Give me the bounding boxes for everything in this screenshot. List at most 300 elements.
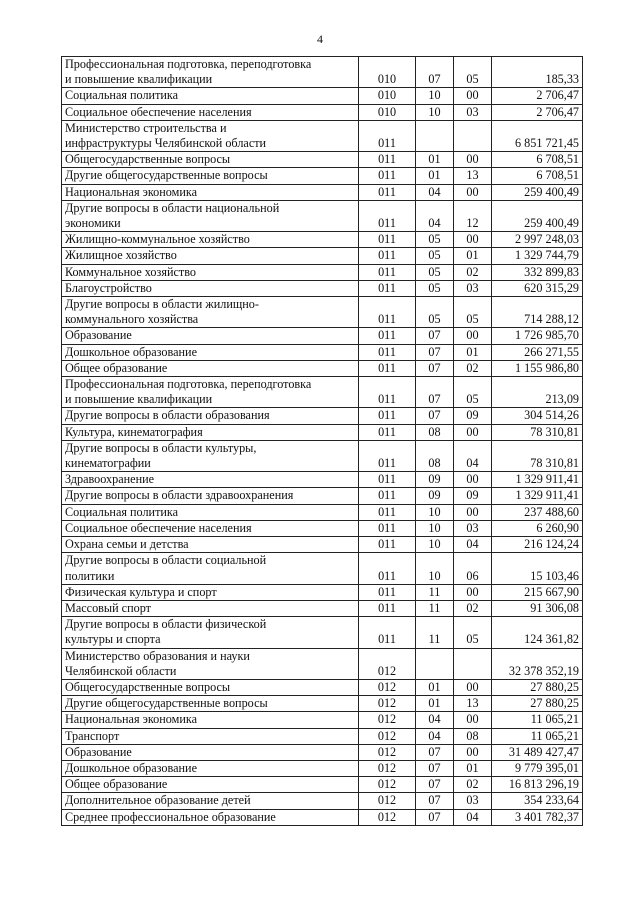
row-name-text: Социальное обеспечение населения <box>65 104 252 119</box>
row-code <box>359 280 416 296</box>
row-code-text: 012 <box>377 663 397 678</box>
row-subsection <box>454 537 492 553</box>
row-section <box>416 488 454 504</box>
row-amount <box>492 777 583 793</box>
row-subsection <box>454 57 492 88</box>
row-amount-text: 216 124,24 <box>524 537 579 552</box>
row-code-text: 011 <box>378 280 396 295</box>
row-code-text: 012 <box>377 696 397 711</box>
row-amount <box>492 584 583 600</box>
row-code <box>359 728 416 744</box>
row-amount-text: 354 233,64 <box>524 793 579 808</box>
row-name-text: Коммунальное хозяйство <box>65 264 196 279</box>
table-row <box>62 488 583 504</box>
row-subsection-text: 03 <box>466 104 479 119</box>
row-code <box>359 377 416 408</box>
row-subsection <box>454 280 492 296</box>
row-code-text: 011 <box>378 632 396 647</box>
row-code <box>359 264 416 280</box>
row-name <box>62 408 359 424</box>
row-code <box>359 184 416 200</box>
row-amount <box>492 679 583 695</box>
row-section-text: 05 <box>428 232 441 247</box>
row-section <box>416 120 454 151</box>
row-name-text: Национальная экономика <box>65 712 198 727</box>
row-name <box>62 152 359 168</box>
row-section <box>416 793 454 809</box>
row-section <box>416 104 454 120</box>
table-row <box>62 648 583 679</box>
row-section <box>416 600 454 616</box>
row-amount <box>492 360 583 376</box>
row-amount-text: 266 271,55 <box>524 344 579 359</box>
row-name-text: Другие вопросы в области здравоохранения <box>65 488 294 503</box>
row-section <box>416 264 454 280</box>
row-code <box>359 200 416 231</box>
row-name <box>62 184 359 200</box>
row-section <box>416 408 454 424</box>
row-subsection-text: 02 <box>466 360 479 375</box>
row-code <box>359 88 416 104</box>
row-code <box>359 553 416 584</box>
row-amount-text: 185,33 <box>545 72 579 87</box>
row-subsection <box>454 297 492 328</box>
row-subsection-text: 00 <box>466 424 479 439</box>
table-row <box>62 200 583 231</box>
row-name-text: Дошкольное образование <box>65 344 197 359</box>
row-section-text: 04 <box>428 184 441 199</box>
budget-table <box>61 56 583 826</box>
row-name <box>62 728 359 744</box>
row-code-text: 012 <box>377 744 397 759</box>
row-section-text: 07 <box>428 360 441 375</box>
table-row <box>62 617 583 648</box>
row-name-text: Другие вопросы в области образования <box>65 408 270 423</box>
row-amount-text: 3 401 782,37 <box>515 809 579 824</box>
row-amount <box>492 120 583 151</box>
row-code-text: 011 <box>378 264 396 279</box>
row-code-text: 011 <box>378 152 396 167</box>
row-section <box>416 728 454 744</box>
row-subsection-text: 03 <box>466 280 479 295</box>
row-section <box>416 777 454 793</box>
row-amount-text: 15 103,46 <box>530 568 579 583</box>
row-subsection-text: 05 <box>466 392 479 407</box>
row-name <box>62 232 359 248</box>
row-amount-text: 620 315,29 <box>524 280 579 295</box>
row-code <box>359 809 416 825</box>
row-name <box>62 328 359 344</box>
row-name <box>62 168 359 184</box>
row-section-text: 07 <box>428 72 441 87</box>
row-name <box>62 712 359 728</box>
row-subsection <box>454 424 492 440</box>
row-code-text: 011 <box>378 328 396 343</box>
row-name <box>62 200 359 231</box>
row-subsection <box>454 488 492 504</box>
row-section <box>416 377 454 408</box>
table-row <box>62 520 583 536</box>
row-amount <box>492 184 583 200</box>
row-section <box>416 88 454 104</box>
row-name-text: Другие вопросы в области жилищно- коммунального хозяйства <box>65 297 259 327</box>
row-amount <box>492 328 583 344</box>
row-code <box>359 696 416 712</box>
row-amount-text: 1 155 986,80 <box>515 360 579 375</box>
row-amount <box>492 472 583 488</box>
table-row <box>62 809 583 825</box>
row-subsection <box>454 744 492 760</box>
row-code <box>359 360 416 376</box>
row-amount <box>492 600 583 616</box>
row-section <box>416 553 454 584</box>
row-amount <box>492 744 583 760</box>
row-code <box>359 424 416 440</box>
row-subsection-text: 04 <box>466 456 479 471</box>
table-row <box>62 408 583 424</box>
row-subsection <box>454 377 492 408</box>
row-code <box>359 777 416 793</box>
row-name-text: Национальная экономика <box>65 184 198 199</box>
row-code <box>359 584 416 600</box>
row-section <box>416 472 454 488</box>
row-amount <box>492 168 583 184</box>
row-subsection <box>454 809 492 825</box>
row-amount-text: 2 997 248,03 <box>515 232 579 247</box>
row-code <box>359 488 416 504</box>
table-row <box>62 168 583 184</box>
row-name-text: Жилищно-коммунальное хозяйство <box>65 232 250 247</box>
row-section <box>416 504 454 520</box>
row-code <box>359 120 416 151</box>
row-section <box>416 360 454 376</box>
row-code-text: 012 <box>377 679 397 694</box>
row-subsection <box>454 679 492 695</box>
row-subsection-text: 00 <box>466 679 479 694</box>
row-subsection <box>454 793 492 809</box>
row-code <box>359 537 416 553</box>
row-name <box>62 280 359 296</box>
row-subsection <box>454 600 492 616</box>
row-code <box>359 328 416 344</box>
table-row <box>62 424 583 440</box>
row-name-text: Другие вопросы в области социальной политики <box>65 553 267 583</box>
row-amount-text: 714 288,12 <box>524 312 579 327</box>
row-code <box>359 57 416 88</box>
row-section-text: 01 <box>428 696 441 711</box>
row-code-text: 011 <box>378 568 396 583</box>
row-name-text: Дошкольное образование <box>65 760 197 775</box>
row-section <box>416 584 454 600</box>
table-row <box>62 57 583 88</box>
row-name-text: Другие общегосударственные вопросы <box>65 168 268 183</box>
row-code-text: 011 <box>378 424 396 439</box>
row-section <box>416 617 454 648</box>
row-section-text: 04 <box>428 728 441 743</box>
row-amount-text: 91 306,08 <box>530 600 579 615</box>
row-code-text: 011 <box>378 584 396 599</box>
row-amount <box>492 88 583 104</box>
row-name-text: Физическая культура и спорт <box>65 584 217 599</box>
row-amount-text: 27 880,25 <box>530 679 579 694</box>
row-amount-text: 27 880,25 <box>530 696 579 711</box>
table-row <box>62 679 583 695</box>
row-subsection <box>454 184 492 200</box>
row-code <box>359 600 416 616</box>
row-section <box>416 520 454 536</box>
table-row <box>62 264 583 280</box>
row-code-text: 011 <box>378 520 396 535</box>
table-row <box>62 504 583 520</box>
row-subsection-text: 05 <box>466 72 479 87</box>
row-subsection <box>454 120 492 151</box>
row-name <box>62 537 359 553</box>
row-name <box>62 584 359 600</box>
row-subsection <box>454 408 492 424</box>
row-amount-text: 32 378 352,19 <box>508 663 579 678</box>
table-row <box>62 248 583 264</box>
row-amount <box>492 440 583 471</box>
row-subsection <box>454 88 492 104</box>
row-section <box>416 152 454 168</box>
row-section-text: 01 <box>428 152 441 167</box>
row-subsection-text: 04 <box>466 537 479 552</box>
row-section <box>416 712 454 728</box>
row-name-text: Благоустройство <box>65 280 152 295</box>
row-section-text: 10 <box>428 520 441 535</box>
row-code-text: 012 <box>377 728 397 743</box>
row-amount <box>492 696 583 712</box>
row-amount-text: 16 813 296,19 <box>508 777 579 792</box>
row-code <box>359 712 416 728</box>
budget-table-body <box>62 57 583 826</box>
row-name-text: Среднее профессиональное образование <box>65 809 276 824</box>
row-section-text: 04 <box>428 712 441 727</box>
row-subsection-text: 12 <box>466 216 479 231</box>
row-subsection-text: 03 <box>466 793 479 808</box>
row-amount-text: 215 667,90 <box>524 584 579 599</box>
row-name-text: Министерство строительства и инфраструктуры Челябинской области <box>65 120 267 151</box>
row-name <box>62 57 359 88</box>
row-code <box>359 104 416 120</box>
row-code-text: 011 <box>378 168 396 183</box>
row-subsection <box>454 520 492 536</box>
row-name <box>62 472 359 488</box>
row-amount <box>492 104 583 120</box>
row-subsection <box>454 648 492 679</box>
row-section-text: 09 <box>428 472 441 487</box>
row-name-text: Охрана семьи и детства <box>65 537 189 552</box>
row-section <box>416 537 454 553</box>
row-name <box>62 88 359 104</box>
row-section <box>416 744 454 760</box>
row-subsection-text: 00 <box>466 744 479 759</box>
row-code <box>359 248 416 264</box>
table-row <box>62 88 583 104</box>
row-amount-text: 6 260,90 <box>536 520 579 535</box>
row-code <box>359 520 416 536</box>
row-subsection-text: 04 <box>466 809 479 824</box>
row-name-text: Другие вопросы в области национальной экономики <box>65 200 280 231</box>
row-subsection-text: 13 <box>466 696 479 711</box>
row-subsection-text: 01 <box>466 344 479 359</box>
row-subsection <box>454 696 492 712</box>
row-name-text: Здравоохранение <box>65 472 155 487</box>
row-subsection <box>454 264 492 280</box>
row-code <box>359 297 416 328</box>
row-name-text: Образование <box>65 328 132 343</box>
row-section-text: 10 <box>428 104 441 119</box>
row-amount <box>492 712 583 728</box>
row-amount-text: 78 310,81 <box>530 456 579 471</box>
row-subsection <box>454 232 492 248</box>
row-section <box>416 440 454 471</box>
row-name <box>62 760 359 776</box>
row-name <box>62 504 359 520</box>
table-row <box>62 600 583 616</box>
row-code-text: 010 <box>377 72 397 87</box>
row-section <box>416 232 454 248</box>
row-subsection <box>454 248 492 264</box>
row-subsection-text: 02 <box>466 777 479 792</box>
row-name <box>62 648 359 679</box>
row-amount <box>492 504 583 520</box>
row-subsection <box>454 553 492 584</box>
table-row <box>62 440 583 471</box>
row-code-text: 012 <box>377 777 397 792</box>
row-subsection <box>454 728 492 744</box>
table-row <box>62 328 583 344</box>
row-subsection-text: 13 <box>466 168 479 183</box>
row-section-text: 01 <box>428 679 441 694</box>
table-row <box>62 744 583 760</box>
row-name <box>62 424 359 440</box>
row-name-text: Социальная политика <box>65 88 179 103</box>
row-subsection-text: 09 <box>466 488 479 503</box>
row-code-text: 011 <box>378 360 396 375</box>
row-amount-text: 2 706,47 <box>536 104 579 119</box>
row-section-text: 11 <box>428 632 441 647</box>
table-row <box>62 184 583 200</box>
row-subsection-text: 00 <box>466 712 479 727</box>
row-amount <box>492 424 583 440</box>
row-code-text: 011 <box>378 488 396 503</box>
row-name <box>62 104 359 120</box>
row-subsection <box>454 360 492 376</box>
row-section <box>416 168 454 184</box>
row-amount <box>492 232 583 248</box>
row-name-text: Транспорт <box>65 728 120 743</box>
row-name-text: Социальная политика <box>65 504 179 519</box>
row-subsection-text: 00 <box>466 88 479 103</box>
row-subsection <box>454 504 492 520</box>
row-subsection <box>454 472 492 488</box>
row-subsection-text: 00 <box>466 472 479 487</box>
row-subsection-text: 02 <box>466 264 479 279</box>
table-row <box>62 104 583 120</box>
row-code-text: 011 <box>378 456 396 471</box>
row-amount <box>492 553 583 584</box>
row-section <box>416 328 454 344</box>
row-subsection-text: 09 <box>466 408 479 423</box>
row-code-text: 011 <box>378 600 396 615</box>
row-section-text: 07 <box>428 744 441 759</box>
row-section <box>416 344 454 360</box>
row-name <box>62 809 359 825</box>
table-row <box>62 152 583 168</box>
row-name <box>62 344 359 360</box>
row-code <box>359 617 416 648</box>
row-code-text: 012 <box>377 793 397 808</box>
row-amount <box>492 408 583 424</box>
table-row <box>62 777 583 793</box>
row-subsection-text: 01 <box>466 760 479 775</box>
row-amount-text: 304 514,26 <box>524 408 579 423</box>
row-name <box>62 264 359 280</box>
row-code <box>359 408 416 424</box>
row-amount-text: 1 726 985,70 <box>515 328 579 343</box>
row-section-text: 07 <box>428 809 441 824</box>
row-name-text: Профессиональная подготовка, переподготовка и повышение квалификации <box>65 377 312 407</box>
row-code <box>359 760 416 776</box>
row-section-text: 10 <box>428 504 441 519</box>
row-section-text: 07 <box>428 793 441 808</box>
row-amount <box>492 152 583 168</box>
row-subsection <box>454 344 492 360</box>
row-name <box>62 617 359 648</box>
row-subsection-text: 03 <box>466 520 479 535</box>
row-name <box>62 488 359 504</box>
row-subsection-text: 08 <box>466 728 479 743</box>
table-row <box>62 232 583 248</box>
table-row <box>62 377 583 408</box>
table-row <box>62 120 583 151</box>
row-code-text: 011 <box>378 472 396 487</box>
row-name <box>62 248 359 264</box>
row-section-text: 11 <box>428 584 441 599</box>
row-section-text: 01 <box>428 168 441 183</box>
row-name-text: Массовый спорт <box>65 600 151 615</box>
row-section-text: 05 <box>428 264 441 279</box>
row-name <box>62 360 359 376</box>
row-section-text: 07 <box>428 777 441 792</box>
row-name-text: Жилищное хозяйство <box>65 248 177 263</box>
row-code <box>359 232 416 248</box>
row-name <box>62 679 359 695</box>
row-section-text: 07 <box>428 392 441 407</box>
row-subsection-text: 00 <box>466 184 479 199</box>
row-name <box>62 793 359 809</box>
row-name <box>62 120 359 151</box>
row-section-text: 05 <box>428 280 441 295</box>
row-amount <box>492 200 583 231</box>
row-amount <box>492 760 583 776</box>
row-subsection-text: 05 <box>466 312 479 327</box>
table-row <box>62 793 583 809</box>
row-section <box>416 184 454 200</box>
row-subsection-text: 00 <box>466 232 479 247</box>
row-section <box>416 280 454 296</box>
row-amount-text: 124 361,82 <box>524 632 579 647</box>
row-subsection <box>454 584 492 600</box>
row-amount-text: 259 400,49 <box>524 216 579 231</box>
row-section-text: 07 <box>428 344 441 359</box>
row-code-text: 011 <box>378 408 396 423</box>
row-code-text: 012 <box>377 809 397 824</box>
row-code <box>359 168 416 184</box>
table-row <box>62 553 583 584</box>
row-subsection-text: 06 <box>466 568 479 583</box>
